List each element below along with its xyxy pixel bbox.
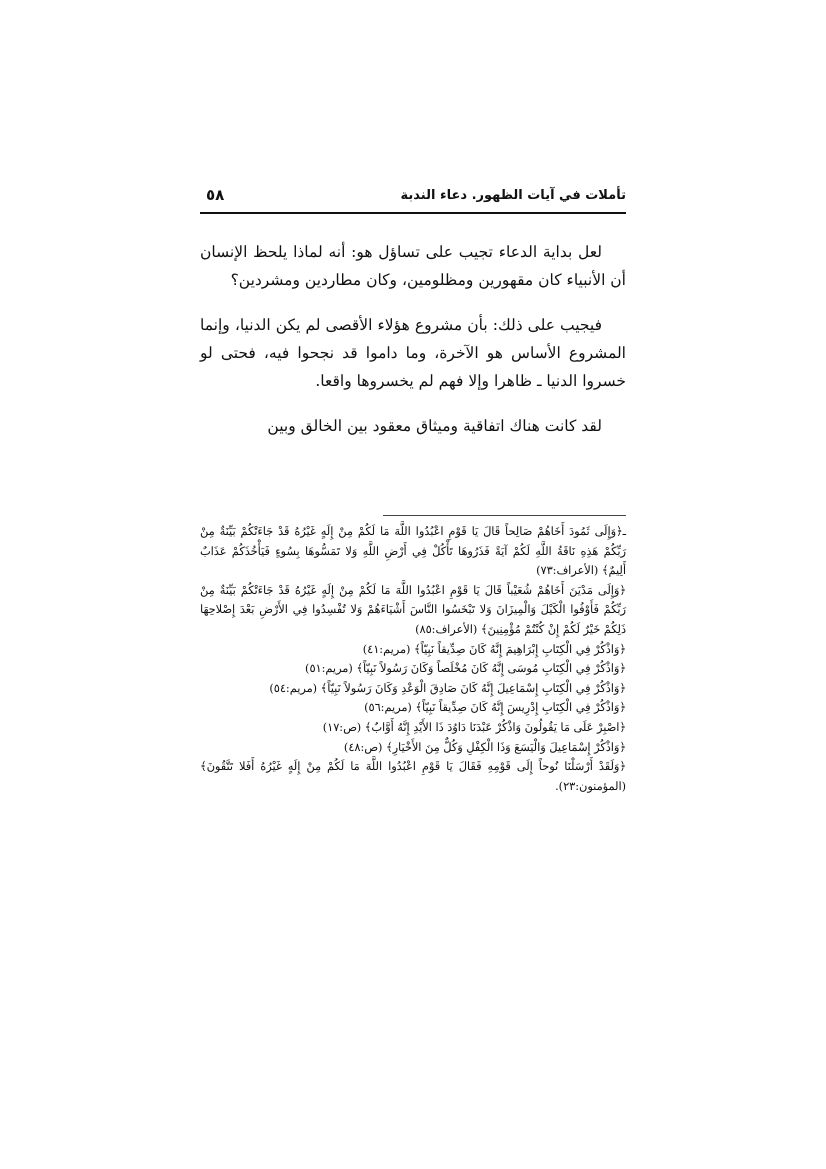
footnote-entry: ﴿وَلَقَدْ أَرْسَلْنَا نُوحاً إِلَى قَوْمِهِ فَقَالَ يَا قَوْمِ اعْبُدُوا اللَّهَ مَا لَكُمْ مِنْ إِلَهٍ غَيْرُهُ أَفَلا تَتَّقُونَ﴾ (المؤمنون:٢٣). xyxy=(200,760,626,793)
paragraph: لعل بداية الدعاء تجيب على تساؤل هو: أنه لماذا يلحظ الإنسان أن الأنبياء كان مقهورين ومظلومين، وكان مطاردين ومشردين؟ xyxy=(200,243,626,289)
page-number: ٥٨ xyxy=(206,186,225,204)
footnotes xyxy=(200,522,626,796)
paragraph: فيجيب على ذلك: بأن مشروع هؤلاء الأقصى لم يكن الدنيا، وإنما المشروع الأساس هو الآخرة، وما داموا قد نجحوا فيه، فحتى لو خسروا الدنيا ـ ظاهرا وإلا فهم لم يخسروها واقعا. xyxy=(200,316,626,390)
footnote-entry: ﴿وَاذْكُرْ فِي الْكِتَابِ مُوسَى إِنَّهُ كَانَ مُخْلَصاً وَكَانَ رَسُولاً نَبِيّاً﴾ (مريم:٥١) xyxy=(305,662,626,676)
footnote-entry: ﴿وَاذْكُرْ فِي الْكِتَابِ إِسْمَاعِيلَ إِنَّهُ كَانَ صَادِقَ الْوَعْدِ وَكَانَ رَسُولاً نَبِيّاً﴾ (مريم:٥٤) xyxy=(269,681,626,695)
paragraph: لقد كانت هناك اتفاقية وميثاق معقود بين الخالق وبين xyxy=(267,417,602,435)
footnote-entry: ﴿وَإِلَى مَدْيَنَ أَخَاهُمْ شُعَيْباً قَالَ يَا قَوْمِ اعْبُدُوا اللَّهَ مَا لَكُمْ مِنْ إِلَهٍ غَيْرُهُ قَدْ جَاءَتْكُمْ بَيِّنَةٌ مِنْ رَبِّكُمْ فَأَوْفُوا الْكَيْلَ وَالْمِيزَانَ وَلا تَبْخَسُوا النَّاسَ أَشْيَاءَهُمْ وَلا تُفْسِدُوا فِي الأَرْضِ بَعْدَ إِصْلاحِهَا ذَلِكُمْ خَيْرٌ لَكُمْ إِنْ كُنْتُمْ مُؤْمِنِينَ﴾ (الأعراف:٨٥) xyxy=(200,583,626,636)
page-header xyxy=(200,186,626,214)
footnote-entry: ﴿وَاذْكُرْ فِي الْكِتَابِ إِدْرِيسَ إِنَّهُ كَانَ صِدِّيقاً نَبِيّاً﴾ (مريم:٥٦) xyxy=(364,701,626,715)
footnote-entry: ﴿وَاذْكُرْ فِي الْكِتَابِ إِبْرَاهِيمَ إِنَّهُ كَانَ صِدِّيقاً نَبِيّاً﴾ (مريم:٤١) xyxy=(362,642,626,656)
footnote-entry: ـ﴿وَإِلَى ثَمُودَ أَخَاهُمْ صَالِحاً قَالَ يَا قَوْمِ اعْبُدُوا اللَّهَ مَا لَكُمْ مِنْ إِلَهٍ غَيْرُهُ قَدْ جَاءَتْكُمْ بَيِّنَةٌ مِنْ رَبِّكُمْ هَذِهِ نَاقَةُ اللَّهِ لَكُمْ آيَةً فَذَرُوهَا تَأْكُلْ فِي أَرْضِ اللَّهِ وَلا تَمَسُّوهَا بِسُوءٍ فَيَأْخُذَكُمْ عَذَابٌ أَلِيمٌ﴾ (الأعراف:٧٣) xyxy=(200,525,626,578)
footnote-entry: ﴿اصْبِرْ عَلَى مَا يَقُولُونَ وَاذْكُرْ عَبْدَنَا دَاوُدَ ذَا الأَيْدِ إِنَّهُ أَوَّابٌ﴾ (ص:١٧) xyxy=(322,720,626,734)
running-title: تأملات في آيات الظهور. دعاء الندبة xyxy=(400,188,626,203)
footnote-divider xyxy=(383,515,626,516)
main-text xyxy=(200,238,626,457)
footnote-entry: ﴿وَاذْكُرْ إِسْمَاعِيلَ وَالْيَسَعَ وَذَا الْكِفْلِ وَكُلٌّ مِنَ الأَخْيَارِ﴾ (ص:٤٨) xyxy=(343,740,626,754)
